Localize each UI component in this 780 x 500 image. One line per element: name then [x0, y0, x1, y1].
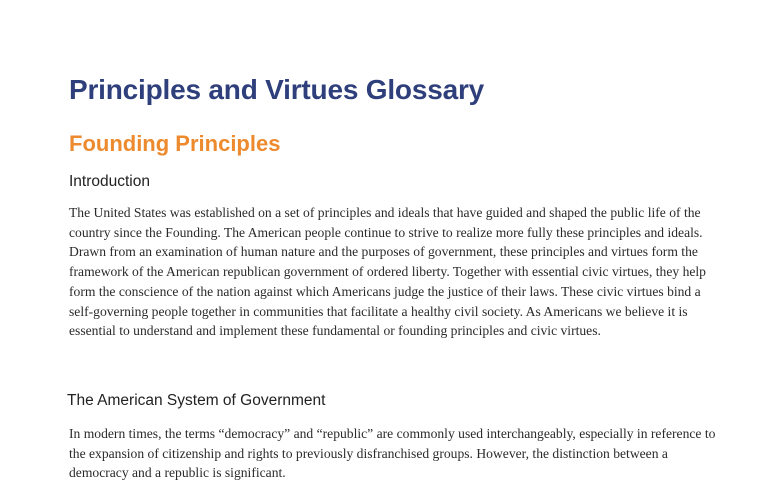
introduction-paragraph: The United States was established on a set of principles and ideals that have guided and shaped the public life of the country since the Founding. The American people continue to strive to realize more fully these principles and ideals. Drawn from an examination of human nature and the purposes of government, these principles and virtues form the framework of the American republican government of ordered liberty. Together with essential civic virtues, they help form the conscience of the nation against which Americans judge the justice of their laws. These civic virtues bind a self-governing people together in communities that facilitate a healthy civil society. As Americans we believe it is essential to understand and implement these fundamental or founding principles and civic virtues. [69, 205, 706, 339]
page-title: Principles and Virtues Glossary [69, 74, 485, 105]
introduction-heading: Introduction [69, 173, 150, 190]
american-system-heading: The American System of Government [67, 392, 326, 409]
american-system-paragraph: In modern times, the terms “democracy” and “republic” are commonly used interchangeably, especially in reference to the expansion of citizenship and rights to previously disfranchised groups. However, the distinction between a democracy and a republic is significant. [69, 426, 716, 481]
section-title-founding-principles: Founding Principles [69, 131, 281, 156]
